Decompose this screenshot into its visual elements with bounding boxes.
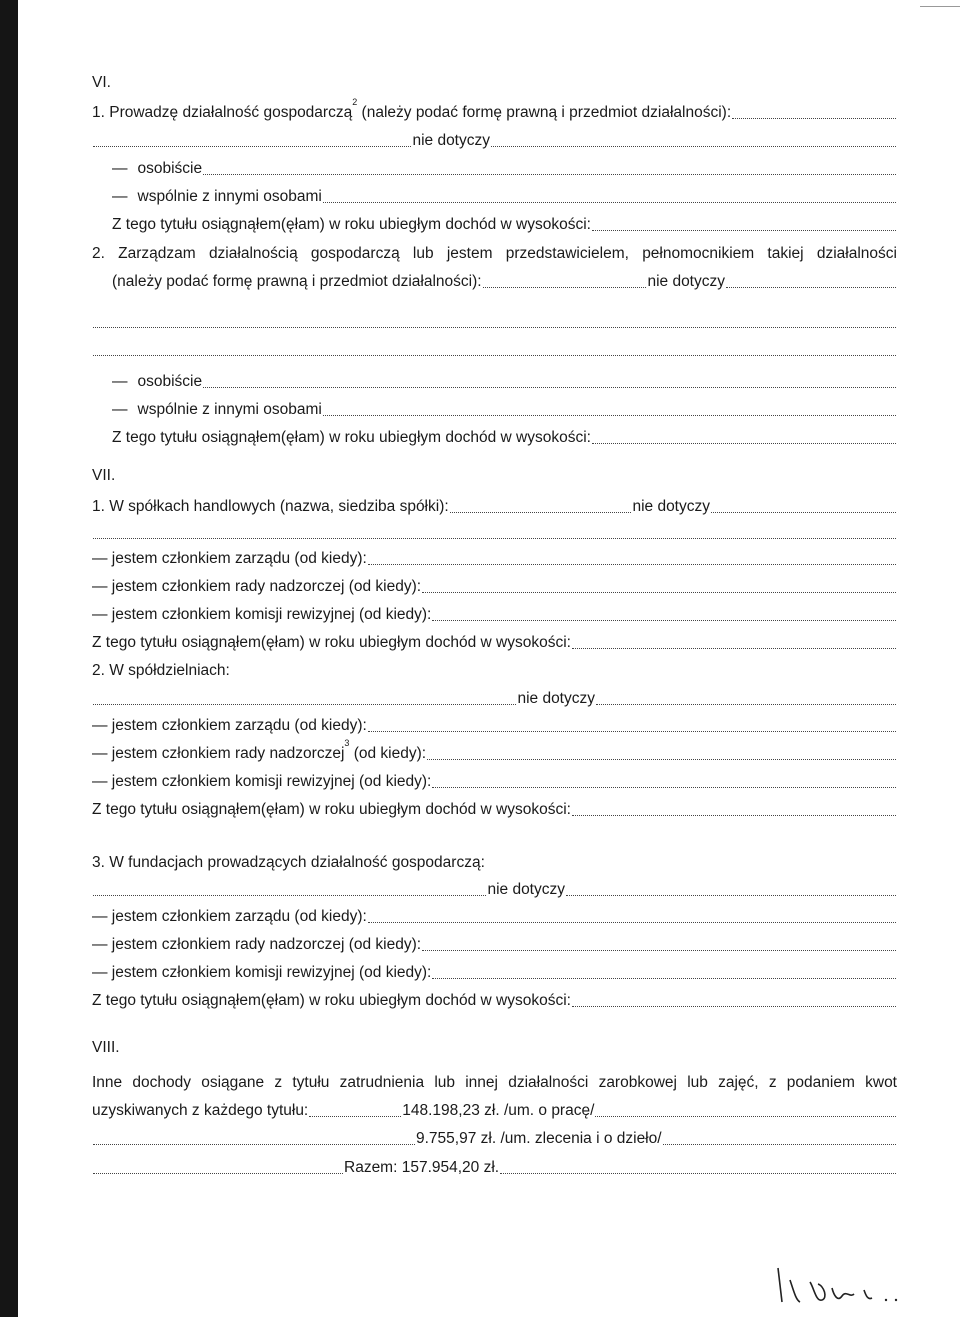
fill-dots (500, 1172, 896, 1174)
fill-dots (592, 442, 896, 444)
fill-dots (711, 511, 896, 513)
vii-3-audit: — jestem członkiem komisji rewizyjnej (od kiedy): (92, 962, 897, 984)
vii-1-value: nie dotyczy (632, 498, 710, 515)
viii-line4 (92, 1157, 897, 1179)
viii-line2: uzyskiwanych z każdego tytułu: 148.198,23 zł. /um. o pracę/ (92, 1100, 897, 1122)
vi-1-joint: — wspólnie z innymi osobami (112, 186, 897, 208)
vi-1-label-text: 1. Prowadzę działalność gospodarczą$^2$ (należy podać formę prawną i przedmiot działalności): (92, 96, 732, 121)
viii-employment-income: 148.198,23 zł. /um. o pracę/ (402, 1102, 595, 1119)
vi-2-value: nie dotyczy (647, 273, 725, 290)
vii-3-value-line (92, 879, 897, 901)
vi-2-joint: — wspólnie z innymi osobami (112, 399, 897, 421)
vii-3-income: Z tego tytułu osiągnąłem(ęłam) w roku ubiegłym dochód w wysokości: (92, 990, 897, 1012)
vii-3-board: — jestem członkiem zarządu (od kiedy): (92, 906, 897, 928)
vii-2-audit: — jestem członkiem komisji rewizyjnej (od kiedy): (92, 771, 897, 793)
fill-dots (596, 703, 896, 705)
vii-1-audit: — jestem członkiem komisji rewizyjnej (od kiedy): (92, 604, 897, 626)
fill-dots (432, 977, 896, 979)
fill-dots (309, 1115, 401, 1117)
vii-3-label: 3. W fundacjach prowadzących działalność gospodarczą: (92, 854, 485, 871)
vii-3-value: nie dotyczy (487, 881, 565, 898)
fill-dots (572, 647, 896, 649)
fill-dots (491, 145, 896, 147)
blank-dotted-line (92, 522, 897, 544)
fill-dots (450, 511, 632, 513)
vii-2-label: 2. W spółdzielniach: (92, 662, 230, 679)
handwritten-initials-mark (770, 1262, 920, 1312)
fill-dots (592, 229, 896, 231)
fill-dots (432, 619, 896, 621)
fill-dots (732, 117, 896, 119)
vi-2-line2: (należy podać formę prawną i przedmiot działalności): nie dotyczy (112, 271, 897, 293)
vi-2-line1: 2. Zarządzam działalnością gospodarczą lub jestem przedstawicielem, pełnomocnikiem takiej działalności (92, 245, 897, 262)
fill-dots (93, 703, 516, 705)
vii-2-income: Z tego tytułu osiągnąłem(ęłam) w roku ubiegłym dochód w wysokości: (92, 799, 897, 821)
vi-1-value-line (92, 130, 897, 152)
fill-dots (726, 286, 896, 288)
fill-dots (368, 730, 896, 732)
vii-1-supervisory: — jestem członkiem rady nadzorczej (od kiedy): (92, 576, 897, 598)
vii-3-supervisory: — jestem członkiem rady nadzorczej (od kiedy): (92, 934, 897, 956)
vii-1-board: — jestem członkiem zarządu (od kiedy): (92, 548, 897, 570)
vii-2-supervisory: — jestem członkiem rady nadzorczej$^3$ (od kiedy): (92, 743, 897, 765)
fill-dots (572, 1005, 896, 1007)
fill-dots (572, 814, 896, 816)
section-viii-title: VIII. (92, 1039, 120, 1056)
vii-1-income: Z tego tytułu osiągnąłem(ęłam) w roku ubiegłym dochód w wysokości: (92, 632, 897, 654)
vii-2-board: — jestem członkiem zarządu (od kiedy): (92, 715, 897, 737)
fill-dots (368, 563, 896, 565)
vi-2-personal: — osobiście (112, 371, 897, 393)
fill-dots (203, 386, 896, 388)
fill-dots (566, 894, 896, 896)
vii-2-value-line (92, 688, 897, 710)
fill-dots (323, 414, 896, 416)
section-vii-title: VII. (92, 467, 116, 484)
fill-dots (663, 1143, 896, 1145)
viii-intro: Inne dochody osiągane z tytułu zatrudnienia lub innej działalności zarobkowej lub zajęć, z podaniem kwot (92, 1074, 897, 1091)
fill-dots (203, 173, 896, 175)
vii-1-label: 1. W spółkach handlowych (nazwa, siedziba spółki): nie dotyczy (92, 496, 897, 518)
blank-dotted-line (92, 311, 897, 333)
fill-dots (93, 1172, 343, 1174)
vi-1-income: Z tego tytułu osiągnąłem(ęłam) w roku ubiegłym dochód w wysokości: (112, 214, 897, 236)
viii-line3 (92, 1128, 897, 1150)
viii-contract-income: 9.755,97 zł. /um. zlecenia i o dzieło/ (416, 1130, 662, 1147)
section-vi-title: VI. (92, 74, 111, 91)
fill-dots (368, 921, 896, 923)
vii-2-value: nie dotyczy (517, 690, 595, 707)
fill-dots (422, 591, 896, 593)
vi-1-personal: — osobiście (112, 158, 897, 180)
fill-dots (422, 949, 896, 951)
fill-dots (595, 1115, 896, 1117)
fill-dots (427, 758, 896, 760)
vi-2-income: Z tego tytułu osiągnąłem(ęłam) w roku ubiegłym dochód w wysokości: (112, 427, 897, 449)
fill-dots (483, 286, 647, 288)
viii-total-income: Razem: 157.954,20 zł. (344, 1159, 500, 1176)
fill-dots (93, 894, 486, 896)
vi-1-value: nie dotyczy (412, 132, 490, 149)
fill-dots (323, 201, 896, 203)
fill-dots (432, 786, 896, 788)
fill-dots (93, 1143, 415, 1145)
blank-dotted-line (92, 339, 897, 361)
vi-1-label (92, 96, 897, 124)
fill-dots (93, 145, 411, 147)
